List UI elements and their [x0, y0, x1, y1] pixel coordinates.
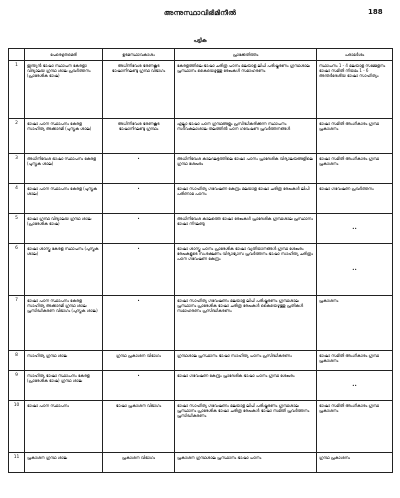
- table-cell: ഭാഷാ സമിതി അംഗീകാരം ഗ്രന്ഥ പ്രകാശനം: [317, 154, 393, 184]
- table-cell: സാഹിത്യ ഗ്രന്ഥ ശാല: [25, 351, 103, 371]
- table-row: [9, 244, 393, 296]
- table-cell: എല്ലാ ഭാഷാ പഠന ഗ്രന്ഥങ്ങളും പ്രസിദ്ധീകരിക്കുന്ന സ്ഥാപനം സർവകലാശാല തലത്തിൽ പഠന ഗവേഷണ പ്രവർത്തനങ്ങൾ: [175, 119, 317, 154]
- table-cell: ••: [317, 244, 393, 296]
- table-cell: അധിനിവേശ കാലത്തെ ഭാഷാ രേഖകൾ പ്രാദേശിക ഗ്രന്ഥശാല പ്രസ്ഥാനം ഭാഷാ നിഘണ്ടു: [175, 214, 317, 244]
- row-number-cell: 6: [9, 244, 25, 296]
- column-header: പരാമര്‍ശം: [317, 49, 393, 61]
- table-cell: ഭാഷാ സമിതി അംഗീകാരം ഗ്രന്ഥ പ്രകാശനം: [317, 351, 393, 371]
- table-cell: പ്രകാശനം: [317, 296, 393, 351]
- table-cell: •: [103, 244, 175, 296]
- table-cell: ഭാഷാ ശാസ്ത്ര പഠനം പ്രാദേശിക ഭാഷാ വ്യതിയാനങ്ങൾ ഗ്രന്ഥ ശേഖരം രേഖകളുടെ സംരക്ഷണം വിദ്യാഭ്യാസ പ്രവർത്തനം ഭാഷാ സാഹിത്യ ചരിത്രം പഠന ഗവേഷണ കേന്ദ്രം: [175, 244, 317, 296]
- table-row: [9, 351, 393, 371]
- row-number-cell: 5: [9, 214, 25, 244]
- row-number-cell: 4: [9, 184, 25, 214]
- column-header: പ്രാക്കേതിത്തം: [175, 49, 317, 61]
- row-number-cell: 8: [9, 351, 25, 371]
- table-row: [9, 401, 393, 453]
- table-cell: •: [103, 154, 175, 184]
- table-cell: ഭാഷാ ശാസ്ത്ര കേരള സ്ഥാപനം (പുസ്തക ശാല): [25, 244, 103, 296]
- row-number-cell: 3: [9, 154, 25, 184]
- table-cell: സ്ഥാപനം 1 - 4 മലയാള സമ്മേളനം ഭാഷാ സമിതി നിയമം 1 - 6 അന്തർദേശീയ ഭാഷാ സാഹിത്യം: [317, 61, 393, 119]
- page-number: 188: [368, 8, 383, 16]
- table-cell: ഭാഷാ പഠന സ്ഥാപനം കേരള സാഹിത്യ അക്കാദമി ഗ്രന്ഥ ശാല പ്രസിദ്ധീകരണ വിഭാഗം (പുസ്തക ശാല): [25, 296, 103, 351]
- table-cell: അധിനിവേശ ഭരണകൂട ഭാഷാനിഘണ്ടു ഗ്രന്ഥം: [103, 119, 175, 154]
- row-number-cell: 9: [9, 371, 25, 401]
- table-cell: ഭാഷാ സാഹിത്യ ഗവേഷണം മലയാള ലിപി പരിഷ്കരണം ഗ്രന്ഥശാല പ്രസ്ഥാനം പ്രാദേശിക ഭാഷാ ചരിത്ര രേഖകൾ ഭാഷാ സമിതി പ്രവർത്തനം പ്രസിദ്ധീകരണം: [175, 401, 317, 453]
- table-row: [9, 154, 393, 184]
- table-cell: പ്രകാശന വിഭാഗം: [103, 453, 175, 473]
- table-row: [9, 61, 393, 119]
- table-cell: ഭാഷാ പ്രകാശന വിഭാഗം: [103, 401, 175, 453]
- table-cell: •: [103, 184, 175, 214]
- table-row: [9, 119, 393, 154]
- data-table: [8, 48, 393, 473]
- table-cell: ഗ്രന്ഥ പ്രകാശന വിഭാഗം: [103, 351, 175, 371]
- table-row: [9, 371, 393, 401]
- column-header: പേരെഴുതമെരി: [25, 49, 103, 61]
- table-cell: •: [103, 371, 175, 401]
- row-number-cell: 10: [9, 401, 25, 453]
- table-cell: ഗ്രന്ഥശാല പ്രസ്ഥാനം ഭാഷാ സാഹിത്യ പഠനം പ്രസിദ്ധീകരണം: [175, 351, 317, 371]
- table-cell: അധിനിവേശ ഭാഷാ സ്ഥാപനം കേരള (പുസ്തക ശാല): [25, 154, 103, 184]
- table-cell: ഭാഷാ പഠന സ്ഥാപനം കേരള (പുസ്തക ശാല): [25, 184, 103, 214]
- column-header: ഉടമസ്ഥാവകാശം: [103, 49, 175, 61]
- table-cell: അധിനിവേശ ഭരണകൂട ഭാഷാനിഘണ്ടു ഗ്രന്ഥ വിഭാഗം: [103, 61, 175, 119]
- table-row: [9, 453, 393, 473]
- table-caption: പട്ടിക: [193, 38, 207, 44]
- table-cell: ഭാഷാ സമിതി അംഗീകാരം ഗ്രന്ഥ പ്രകാശനം: [317, 401, 393, 453]
- row-number-cell: 7: [9, 296, 25, 351]
- table-cell: •: [103, 214, 175, 244]
- table-cell: ഗ്രന്ഥ പ്രകാശനം: [317, 453, 393, 473]
- page-header-title: അന്നുസ്ഥാവിഭിമിനീൽ: [163, 9, 237, 17]
- table-cell: ഭാഷാ സമിതി അംഗീകാരം ഗ്രന്ഥ പ്രകാശനം: [317, 119, 393, 154]
- table-cell: ഭാഷാ പഠന സ്ഥാപനം കേരള സാഹിത്യ അക്കാദമി (പുസ്തക ശാല): [25, 119, 103, 154]
- table-cell: പ്രകാശന ഗ്രന്ഥ ശാല: [25, 453, 103, 473]
- row-number-cell: 2: [9, 119, 25, 154]
- table-row: [9, 296, 393, 351]
- column-header-no: [9, 49, 25, 61]
- table-cell: ഭാഷാ ഗവേഷണ പ്രവർത്തനം: [317, 184, 393, 214]
- table-header-row: [9, 49, 393, 61]
- table-cell: കേരളത്തിലെ ഭാഷാ ചരിത്ര പഠനം മലയാള ലിപി പരിഷ്കരണം ഗ്രന്ഥശാല പ്രസ്ഥാനം കൈയെഴുത്തു രേഖകൾ സമാഹരണം: [175, 61, 317, 119]
- table-cell: ഭാഷാ പഠന സ്ഥാപനം: [25, 401, 103, 453]
- table-cell: അധിനിവേശ കാലഘട്ടത്തിലെ ഭാഷാ പഠനം പ്രാദേശിക വിദ്യാലയങ്ങളിലെ ഗ്രന്ഥ ശേഖരം: [175, 154, 317, 184]
- table-cell: സാഹിത്യ ഭാഷാ സ്ഥാപനം കേരള (പ്രാദേശിക ഭാഷ) ഗ്രന്ഥ ശാല: [25, 371, 103, 401]
- table-cell: ഭാഷാ സാഹിത്യ ഗവേഷണ കേന്ദ്രം മലയാള ഭാഷാ ചരിത്ര രേഖകൾ ലിപി പരിണാമ പഠനം: [175, 184, 317, 214]
- table-cell: ••: [317, 371, 393, 401]
- row-number-cell: 11: [9, 453, 25, 473]
- table-cell: ••: [317, 214, 393, 244]
- table-cell: ഭാഷാ സാഹിത്യ ഗവേഷണം മലയാള ലിപി പരിഷ്കരണം ഗ്രന്ഥശാല പ്രസ്ഥാനം പ്രാദേശിക ഭാഷാ ചരിത്ര രേഖകൾ കൈയെഴുത്തു പ്രതികൾ സമാഹരണം പ്രസിദ്ധീകരണം: [175, 296, 317, 351]
- table-cell: പ്രകാശന ഗ്രന്ഥശാല പ്രസ്ഥാനം ഭാഷാ പഠനം: [175, 453, 317, 473]
- table-row: [9, 184, 393, 214]
- table-cell: •: [103, 296, 175, 351]
- table-cell: ഭാഷാ ഗവേഷണ കേന്ദ്രം പ്രാദേശിക ഭാഷാ പഠനം ഗ്രന്ഥ ശേഖരം: [175, 371, 317, 401]
- row-number-cell: 1: [9, 61, 25, 119]
- table-cell: ഭാഷാ ഗ്രന്ഥ വിദ്യാലയ ഗ്രന്ഥ ശാല (പ്രാദേശിക ഭാഷ): [25, 214, 103, 244]
- table-row: [9, 214, 393, 244]
- table-cell: ഇന്ത്യൻ ഭാഷാ സ്ഥാപന കേരളാ വിദ്യാലയ ഗ്രന്ഥ ശാല പ്രവർത്തനം (പ്രാദേശിക ഭാഷ): [25, 61, 103, 119]
